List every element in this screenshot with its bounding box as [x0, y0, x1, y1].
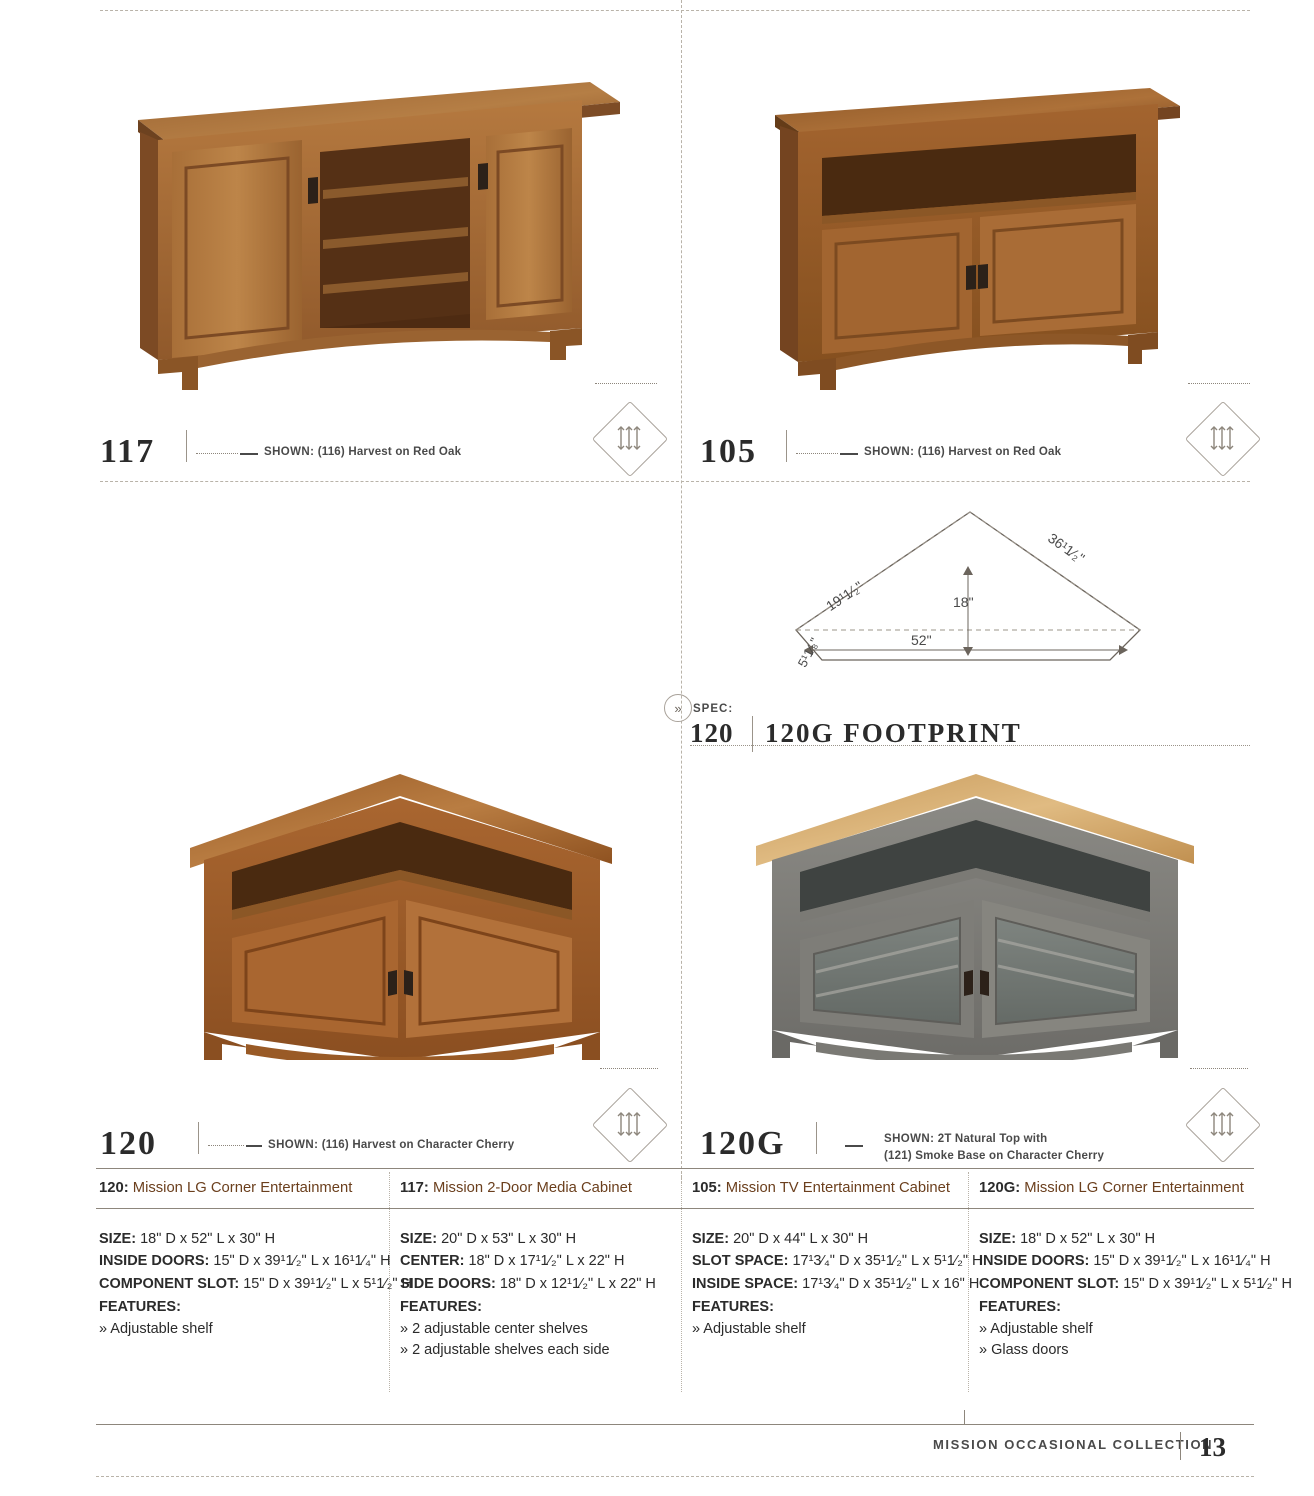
- page-top-rule: [100, 10, 1250, 11]
- spec-row-value: 15ʺ D x 39¹1⁄₂ʺ L x 5¹1⁄₂ʺ H: [243, 1275, 413, 1292]
- spec-column-117: [400, 1178, 675, 1362]
- spec-features-label: FEATURES:: [979, 1299, 1061, 1316]
- adjustable-shelf-glyph-120: [603, 1098, 655, 1150]
- spec-row-value: 18ʺ D x 52ʺ L x 30ʺ H: [140, 1230, 276, 1247]
- spec-code-120g: 120G:: [979, 1180, 1021, 1196]
- spec-model-number: 120: [690, 718, 734, 748]
- spec-divider: [752, 716, 753, 752]
- spec-column-105: [692, 1178, 983, 1340]
- caption-dash-120: [246, 1145, 262, 1147]
- caption-dots-117: [196, 453, 238, 454]
- spec-feature-item: » Adjustable shelf: [692, 1320, 806, 1337]
- spec-row-value: 18ʺ D x 12¹1⁄₂ʺ L x 22ʺ H: [499, 1275, 656, 1292]
- spec-row: [99, 1251, 391, 1272]
- adjustable-shelf-glyph-105: [1196, 412, 1248, 464]
- spec-row-value: 15ʺ D x 39¹1⁄₂ʺ L x 16¹1⁄₄ʺ H: [213, 1253, 391, 1270]
- spec-row-label: SIZE:: [692, 1230, 730, 1247]
- model-number-120g: 120G: [700, 1125, 786, 1162]
- shown-value-105: (116) Harvest on Red Oak: [917, 446, 1062, 458]
- spec-row: [979, 1229, 1264, 1250]
- spec-row-label: CENTER:: [400, 1253, 465, 1270]
- caption-dash-120g: [845, 1145, 863, 1147]
- spec-heading-105: [692, 1178, 967, 1200]
- spec-row-label: SIZE:: [400, 1230, 438, 1247]
- spec-column-120: [99, 1178, 413, 1340]
- page-middle-rule: [100, 481, 1250, 482]
- product-photo-105: [760, 70, 1230, 390]
- caption-rule-117: [186, 430, 187, 462]
- spec-features-label: FEATURES:: [692, 1299, 774, 1316]
- page-vertical-rule: [681, 0, 682, 1184]
- footer-divider: [1180, 1432, 1181, 1460]
- spec-row-label: SLOT SPACE:: [692, 1253, 789, 1270]
- caption-dash-117: [240, 453, 258, 455]
- spec-row: [692, 1251, 983, 1272]
- caption-dash-105: [840, 453, 858, 455]
- footprint-dim-left-diagonal: 19¹1⁄₂ʺ: [823, 577, 866, 615]
- caption-dots-105: [796, 453, 838, 454]
- spec-label: SPEC:: [693, 703, 734, 715]
- spec-row-label: INSIDE DOORS:: [99, 1253, 210, 1270]
- spec-name-120: Mission LG Corner Entertainment: [132, 1180, 353, 1196]
- spec-heading-117: [400, 1178, 675, 1200]
- spec-code-105: 105:: [692, 1180, 722, 1196]
- spec-row-value: 20ʺ D x 44ʺ L x 30ʺ H: [733, 1230, 869, 1247]
- spec-underline: [690, 745, 1250, 746]
- caption-rule-120g: [816, 1122, 817, 1154]
- footprint-dim-right-diagonal: 36¹1⁄₂ʺ: [1045, 529, 1088, 567]
- spec-row: [979, 1251, 1271, 1272]
- spec-code-120: 120:: [99, 1180, 129, 1196]
- footer-tick: [964, 1410, 965, 1424]
- spec-features-label: FEATURES:: [400, 1299, 482, 1316]
- spec-row-label: SIZE:: [99, 1230, 137, 1247]
- shown-text-105: [864, 446, 1061, 458]
- model-number-105: 105: [700, 433, 757, 470]
- spec-name-117: Mission 2-Door Media Cabinet: [432, 1180, 632, 1196]
- spec-col-divider-2: [681, 1172, 682, 1392]
- footer-collection: MISSION OCCASIONAL COLLECTION: [933, 1437, 1214, 1452]
- spec-table-top-rule: [96, 1168, 1254, 1169]
- shown-text-120g-line1: [884, 1133, 1047, 1145]
- shown-text-120g-line2: [884, 1150, 1104, 1162]
- spec-heading-120g: [979, 1178, 1264, 1200]
- product-photo-120: [160, 760, 640, 1060]
- adjustable-shelf-glyph-120g: [1196, 1098, 1248, 1150]
- spec-name-105: Mission TV Entertainment Cabinet: [725, 1180, 951, 1196]
- model-number-117: 117: [100, 433, 156, 470]
- spec-row: [979, 1274, 1293, 1295]
- spec-feature-item: » Adjustable shelf: [979, 1320, 1093, 1337]
- footer-rule: [96, 1424, 1254, 1425]
- caption-trail-120g: [1190, 1068, 1248, 1069]
- spec-row: [400, 1251, 675, 1272]
- spec-row: [692, 1274, 980, 1295]
- shown-value-117: (116) Harvest on Red Oak: [317, 446, 462, 458]
- spec-chevron-icon: »: [664, 694, 692, 722]
- spec-row: [692, 1229, 967, 1250]
- caption-trail-117: [595, 383, 657, 384]
- spec-code-117: 117:: [400, 1180, 429, 1196]
- spec-row-label: COMPONENT SLOT:: [979, 1275, 1120, 1292]
- shown-label-120g: SHOWN:: [884, 1133, 935, 1145]
- spec-row-value: 17¹3⁄₄ʺ D x 35¹1⁄₂ʺ L x 16ʺ H: [802, 1275, 980, 1292]
- spec-row-label: COMPONENT SLOT:: [99, 1275, 240, 1292]
- caption-trail-120: [600, 1068, 658, 1069]
- spec-features-label: FEATURES:: [99, 1299, 181, 1316]
- footer-bottom-dash: [96, 1476, 1254, 1477]
- spec-row-value: 15ʺ D x 39¹1⁄₂ʺ L x 5¹1⁄₂ʺ H: [1123, 1275, 1293, 1292]
- spec-feature-item: » 2 adjustable center shelves: [400, 1320, 588, 1337]
- spec-row-label: INSIDE SPACE:: [692, 1275, 799, 1292]
- spec-title: 120G FOOTPRINT: [765, 718, 1022, 748]
- shown-label-120: SHOWN:: [268, 1139, 319, 1151]
- product-photo-117: [120, 60, 640, 390]
- caption-rule-120: [198, 1122, 199, 1154]
- spec-row: [99, 1274, 413, 1295]
- shown-label-105: SHOWN:: [864, 446, 915, 458]
- shown-value-120g-line1: 2T Natural Top with: [937, 1133, 1048, 1145]
- shown-value-120g-line2: (121) Smoke Base on Character Cherry: [884, 1150, 1105, 1162]
- spec-row-value: 18ʺ D x 17¹1⁄₂ʺ L x 22ʺ H: [468, 1253, 625, 1270]
- caption-dots-120: [208, 1145, 244, 1146]
- caption-trail-105: [1188, 383, 1250, 384]
- shown-text-120: [268, 1139, 514, 1151]
- spec-row-value: 15ʺ D x 39¹1⁄₂ʺ L x 16¹1⁄₄ʺ H: [1093, 1253, 1271, 1270]
- spec-row: [99, 1229, 384, 1250]
- spec-row-value: 17¹3⁄₄ʺ D x 35¹1⁄₂ʺ L x 5¹1⁄₂ʺ H: [792, 1253, 983, 1270]
- product-photo-120g: [730, 760, 1220, 1060]
- spec-feature-item: » Adjustable shelf: [99, 1320, 213, 1337]
- spec-row-value: 18ʺ D x 52ʺ L x 30ʺ H: [1020, 1230, 1156, 1247]
- shown-value-120: (116) Harvest on Character Cherry: [321, 1139, 515, 1151]
- adjustable-shelf-glyph-117: [603, 412, 655, 464]
- spec-feature-item: » 2 adjustable shelves each side: [400, 1342, 610, 1359]
- spec-name-120g: Mission LG Corner Entertainment: [1024, 1180, 1244, 1196]
- spec-row: [400, 1274, 675, 1295]
- caption-rule-105: [786, 430, 787, 462]
- spec-row-label: INSIDE DOORS:: [979, 1253, 1090, 1270]
- spec-heading-120: [99, 1178, 384, 1200]
- spec-row-label: SIZE:: [979, 1230, 1017, 1247]
- footprint-dim-front-width: 52ʺ: [911, 632, 932, 648]
- shown-label-117: SHOWN:: [264, 446, 315, 458]
- spec-row: [400, 1229, 675, 1250]
- spec-row-label: SIDE DOORS:: [400, 1275, 496, 1292]
- spec-feature-item: » Glass doors: [979, 1342, 1069, 1359]
- model-number-120: 120: [100, 1125, 157, 1162]
- page-number: 13: [1199, 1432, 1226, 1462]
- footprint-dim-depth: 18ʺ: [953, 594, 974, 610]
- footprint-dim-corner: 5¹1⁄₈ʺ: [794, 635, 823, 670]
- spec-row-value: 20ʺ D x 53ʺ L x 30ʺ H: [441, 1230, 577, 1247]
- shown-text-117: [264, 446, 461, 458]
- spec-column-120g: [979, 1178, 1293, 1362]
